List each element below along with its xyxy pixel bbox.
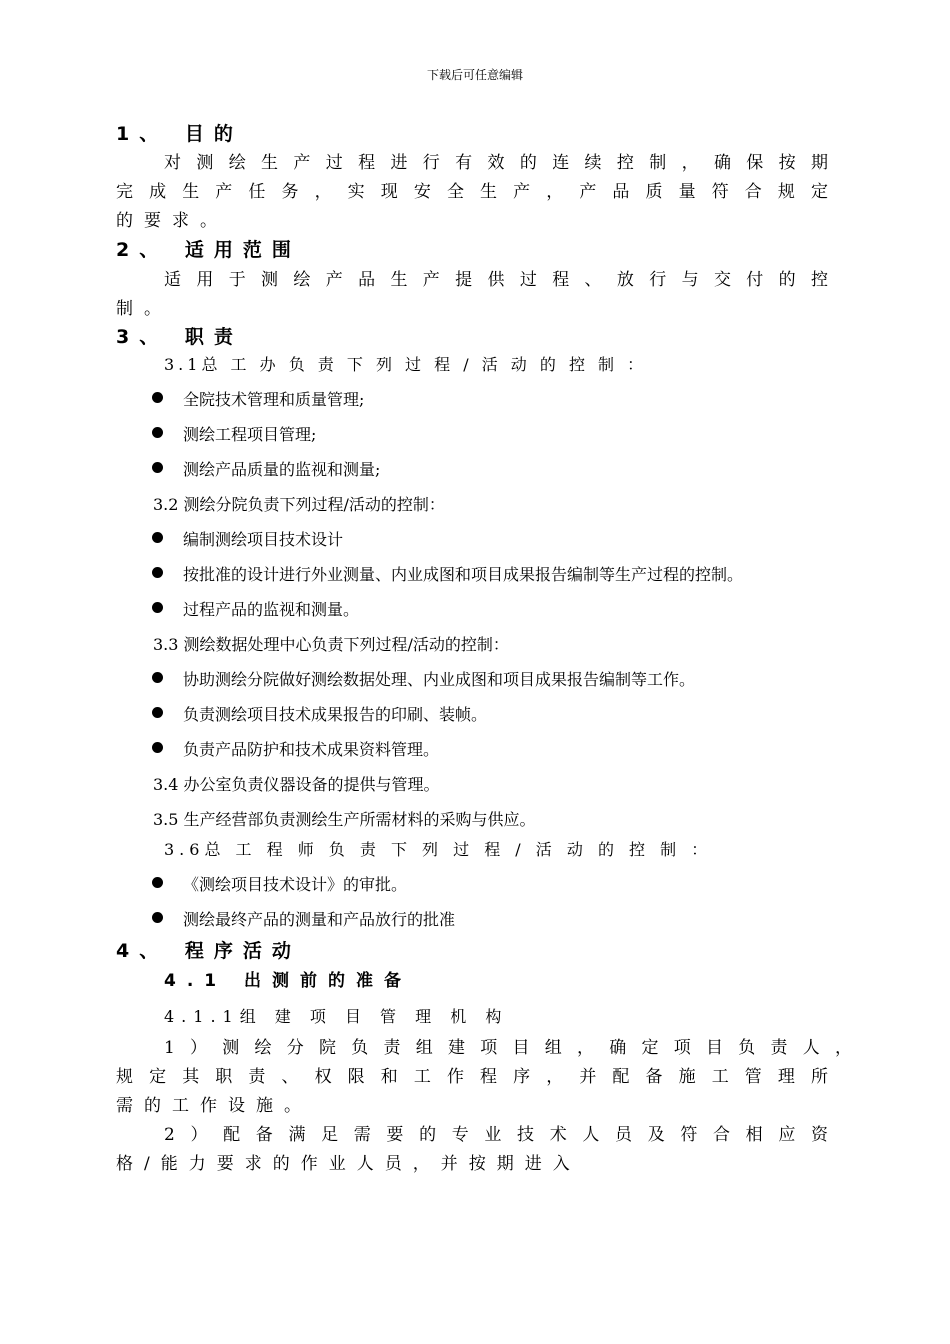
bullet-icon: [152, 392, 163, 403]
bullet-icon: [152, 672, 163, 683]
section-2-line-2: 制。: [116, 299, 172, 319]
para-4-1-1: 4.1.1组 建 项 目 管 理 机 构: [164, 1007, 509, 1026]
item-2-line-1: 2）配备满足需要的专业技术人员及符合相应资: [164, 1125, 830, 1145]
bullet-icon: [152, 602, 163, 613]
para-3-6: 3.6总 工 程 师 负 责 下 列 过 程 / 活 动 的 控 制 ：: [164, 840, 713, 859]
list-item: 负责测绘项目技术成果报告的印刷、装帧。: [183, 705, 488, 724]
page-header: 下载后可任意编辑: [426, 68, 523, 82]
list-item: 全院技术管理和质量管理;: [183, 390, 365, 409]
section-1-line-1: 对测绘生产过程进行有效的连续控制，确保按期: [164, 153, 830, 173]
para-3-5: 3.5 生产经营部负责测绘生产所需材料的采购与供应。: [153, 810, 536, 829]
bullet-icon: [152, 877, 163, 888]
section-1-line-3: 的要求。: [116, 211, 228, 231]
para-3-4: 3.4 办公室负责仪器设备的提供与管理。: [153, 775, 440, 794]
section-4-title: 4、 程序活动: [116, 940, 301, 962]
section-2-line-1: 适用于测绘产品生产提供过程、放行与交付的控: [164, 270, 830, 290]
section-3-title: 3、 职责: [116, 326, 243, 348]
subsection-4-1-title: 4.1 出测前的准备: [164, 971, 413, 991]
bullet-icon: [152, 427, 163, 438]
list-item: 《测绘项目技术设计》的审批。: [183, 875, 408, 894]
list-item: 测绘工程项目管理;: [183, 425, 317, 444]
para-3-1: 3.1总 工 办 负 责 下 列 过 程 / 活 动 的 控 制 ：: [164, 355, 648, 374]
bullet-icon: [152, 912, 163, 923]
list-item: 测绘最终产品的测量和产品放行的批准: [183, 910, 456, 929]
item-1-line-2: 规定其职责、权限和工作程序，并配备施工管理所: [116, 1067, 830, 1087]
section-2-title: 2、 适用范围: [116, 239, 301, 261]
bullet-icon: [152, 742, 163, 753]
bullet-icon: [152, 462, 163, 473]
para-3-2: 3.2 测绘分院负责下列过程/活动的控制：: [153, 495, 445, 514]
bullet-icon: [152, 707, 163, 718]
item-1-line-3: 需的工作设施。: [116, 1096, 312, 1116]
list-item: 过程产品的监视和测量。: [183, 600, 360, 619]
list-item: 负责产品防护和技术成果资料管理。: [183, 740, 440, 759]
list-item: 协助测绘分院做好测绘数据处理、内业成图和项目成果报告编制等工作。: [183, 670, 696, 689]
item-1-line-1: 1）测绘分院负责组建项目组，确定项目负责人，: [164, 1038, 854, 1058]
list-item: 测绘产品质量的监视和测量;: [183, 460, 381, 479]
section-1-line-2: 完成生产任务，实现安全生产，产品质量符合规定: [116, 182, 830, 202]
para-3-3: 3.3 测绘数据处理中心负责下列过程/活动的控制：: [153, 635, 509, 654]
list-item: 按批准的设计进行外业测量、内业成图和项目成果报告编制等生产过程的控制。: [183, 565, 744, 584]
bullet-icon: [152, 567, 163, 578]
bullet-icon: [152, 532, 163, 543]
section-1-title: 1、 目的: [116, 123, 243, 145]
item-2-line-2: 格/能力要求的作业人员，并按期进入: [116, 1154, 581, 1174]
list-item: 编制测绘项目技术设计: [183, 530, 344, 549]
